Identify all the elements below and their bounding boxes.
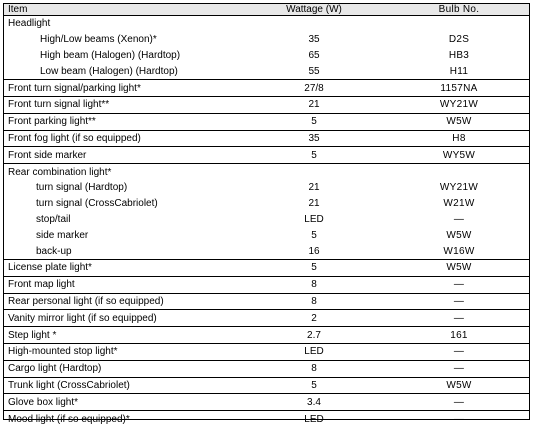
cell-bulb: W21W — [443, 198, 475, 210]
cell-item: High/Low beams (Xenon)* — [40, 34, 157, 46]
cell-bulb: WY21W — [439, 99, 479, 111]
cell-item: Vanity mirror light (if so equipped) — [8, 312, 157, 324]
cell-bulb: W5W — [446, 116, 472, 128]
cell-wattage: 5 — [311, 149, 317, 161]
cell-wattage: 8 — [311, 295, 317, 307]
table-row — [4, 360, 529, 377]
cell-wattage: 8 — [311, 363, 317, 375]
cell-bulb: H11 — [449, 65, 469, 77]
table-row — [4, 243, 529, 259]
table-row — [4, 48, 529, 64]
table-row — [4, 393, 529, 410]
cell-wattage: 5 — [311, 379, 317, 391]
cell-item: Front turn signal/parking light* — [8, 82, 141, 94]
cell-bulb: — — [453, 363, 465, 375]
table-row — [4, 259, 529, 276]
table-row — [4, 130, 529, 147]
cell-bulb: W16W — [443, 245, 475, 257]
cell-item: Glove box light* — [8, 396, 79, 408]
cell-bulb: W5W — [446, 262, 472, 274]
cell-wattage: 21 — [308, 198, 320, 210]
cell-wattage: 5 — [311, 229, 317, 241]
table-row — [4, 343, 529, 360]
cell-wattage: 8 — [311, 279, 317, 291]
cell-item: side marker — [36, 229, 89, 241]
cell-wattage: LED — [304, 213, 324, 225]
cell-wattage: 2 — [311, 312, 317, 324]
table-row — [4, 32, 529, 48]
table-row — [4, 212, 529, 228]
cell-item: High beam (Halogen) (Hardtop) — [40, 49, 181, 61]
cell-wattage: 65 — [308, 49, 320, 61]
cell-bulb: HB3 — [448, 49, 470, 61]
table-row — [4, 410, 529, 427]
cell-wattage: 21 — [308, 182, 320, 194]
cell-bulb: 161 — [450, 329, 468, 341]
header-wattage: Wattage (W) — [286, 4, 342, 15]
cell-item: Front side marker — [8, 149, 87, 161]
cell-bulb: 1157NA — [440, 82, 478, 94]
table-row — [4, 16, 529, 32]
cell-wattage: LED — [304, 346, 324, 358]
cell-wattage: 16 — [308, 245, 320, 257]
cell-item: stop/tail — [36, 213, 71, 225]
cell-bulb: W5W — [446, 229, 472, 241]
table-row — [4, 309, 529, 326]
cell-wattage: 5 — [311, 262, 317, 274]
cell-item: turn signal (CrossCabriolet) — [36, 198, 158, 210]
cell-item: Front fog light (if so equipped) — [8, 132, 141, 144]
header-item: Item — [8, 4, 28, 15]
cell-wattage: 3.4 — [307, 396, 321, 408]
table-row — [4, 326, 529, 343]
table-row — [4, 293, 529, 310]
cell-item: Low beam (Halogen) (Hardtop) — [40, 65, 178, 77]
cell-bulb: — — [453, 413, 465, 425]
table-row — [4, 96, 529, 113]
table-row — [4, 227, 529, 243]
cell-bulb: W5W — [446, 379, 472, 391]
cell-wattage: 35 — [308, 132, 320, 144]
cell-bulb: — — [453, 312, 465, 324]
table-row — [4, 196, 529, 212]
cell-item: back-up — [36, 245, 72, 257]
cell-wattage: 21 — [308, 99, 320, 111]
cell-bulb: H8 — [452, 132, 466, 144]
cell-item: High-mounted stop light* — [8, 346, 118, 358]
cell-bulb: — — [453, 213, 465, 225]
cell-item: Step light * — [8, 329, 57, 341]
cell-item: Front map light — [8, 279, 75, 291]
cell-item: Front turn signal light** — [8, 99, 110, 111]
cell-item: Rear combination light* — [8, 166, 112, 178]
cell-bulb: D2S — [448, 34, 470, 46]
cell-wattage: 2.7 — [307, 329, 321, 341]
cell-item: Cargo light (Hardtop) — [8, 363, 102, 375]
cell-item: turn signal (Hardtop) — [36, 182, 128, 194]
table-row — [4, 276, 529, 293]
bulb-table — [3, 3, 530, 425]
cell-bulb: — — [453, 346, 465, 358]
header-bulb: Bulb No. — [438, 4, 480, 15]
cell-item: Front parking light** — [8, 116, 96, 128]
cell-wattage: LED — [304, 413, 324, 425]
cell-bulb: WY21W — [439, 182, 479, 194]
table-row — [4, 377, 529, 394]
cell-item: Rear personal light (if so equipped) — [8, 295, 164, 307]
cell-item: Mood light (if so equipped)* — [8, 413, 130, 425]
table-row — [4, 63, 529, 79]
table-row — [4, 79, 529, 96]
cell-item: Headlight — [8, 18, 51, 30]
cell-bulb: — — [453, 396, 465, 408]
cell-bulb: — — [453, 279, 465, 291]
cell-item: License plate light* — [8, 262, 92, 274]
table-row — [4, 113, 529, 130]
table-header — [4, 4, 529, 16]
cell-bulb: WY5W — [442, 149, 476, 161]
cell-wattage: 27/8 — [304, 82, 324, 94]
cell-item: Trunk light (CrossCabriolet) — [8, 379, 130, 391]
table-body — [4, 16, 529, 427]
table-row — [4, 180, 529, 196]
cell-wattage: 35 — [308, 34, 320, 46]
cell-wattage: 5 — [311, 116, 317, 128]
cell-wattage: 55 — [308, 65, 320, 77]
table-row — [4, 163, 529, 180]
cell-bulb: — — [453, 295, 465, 307]
table-row — [4, 146, 529, 163]
